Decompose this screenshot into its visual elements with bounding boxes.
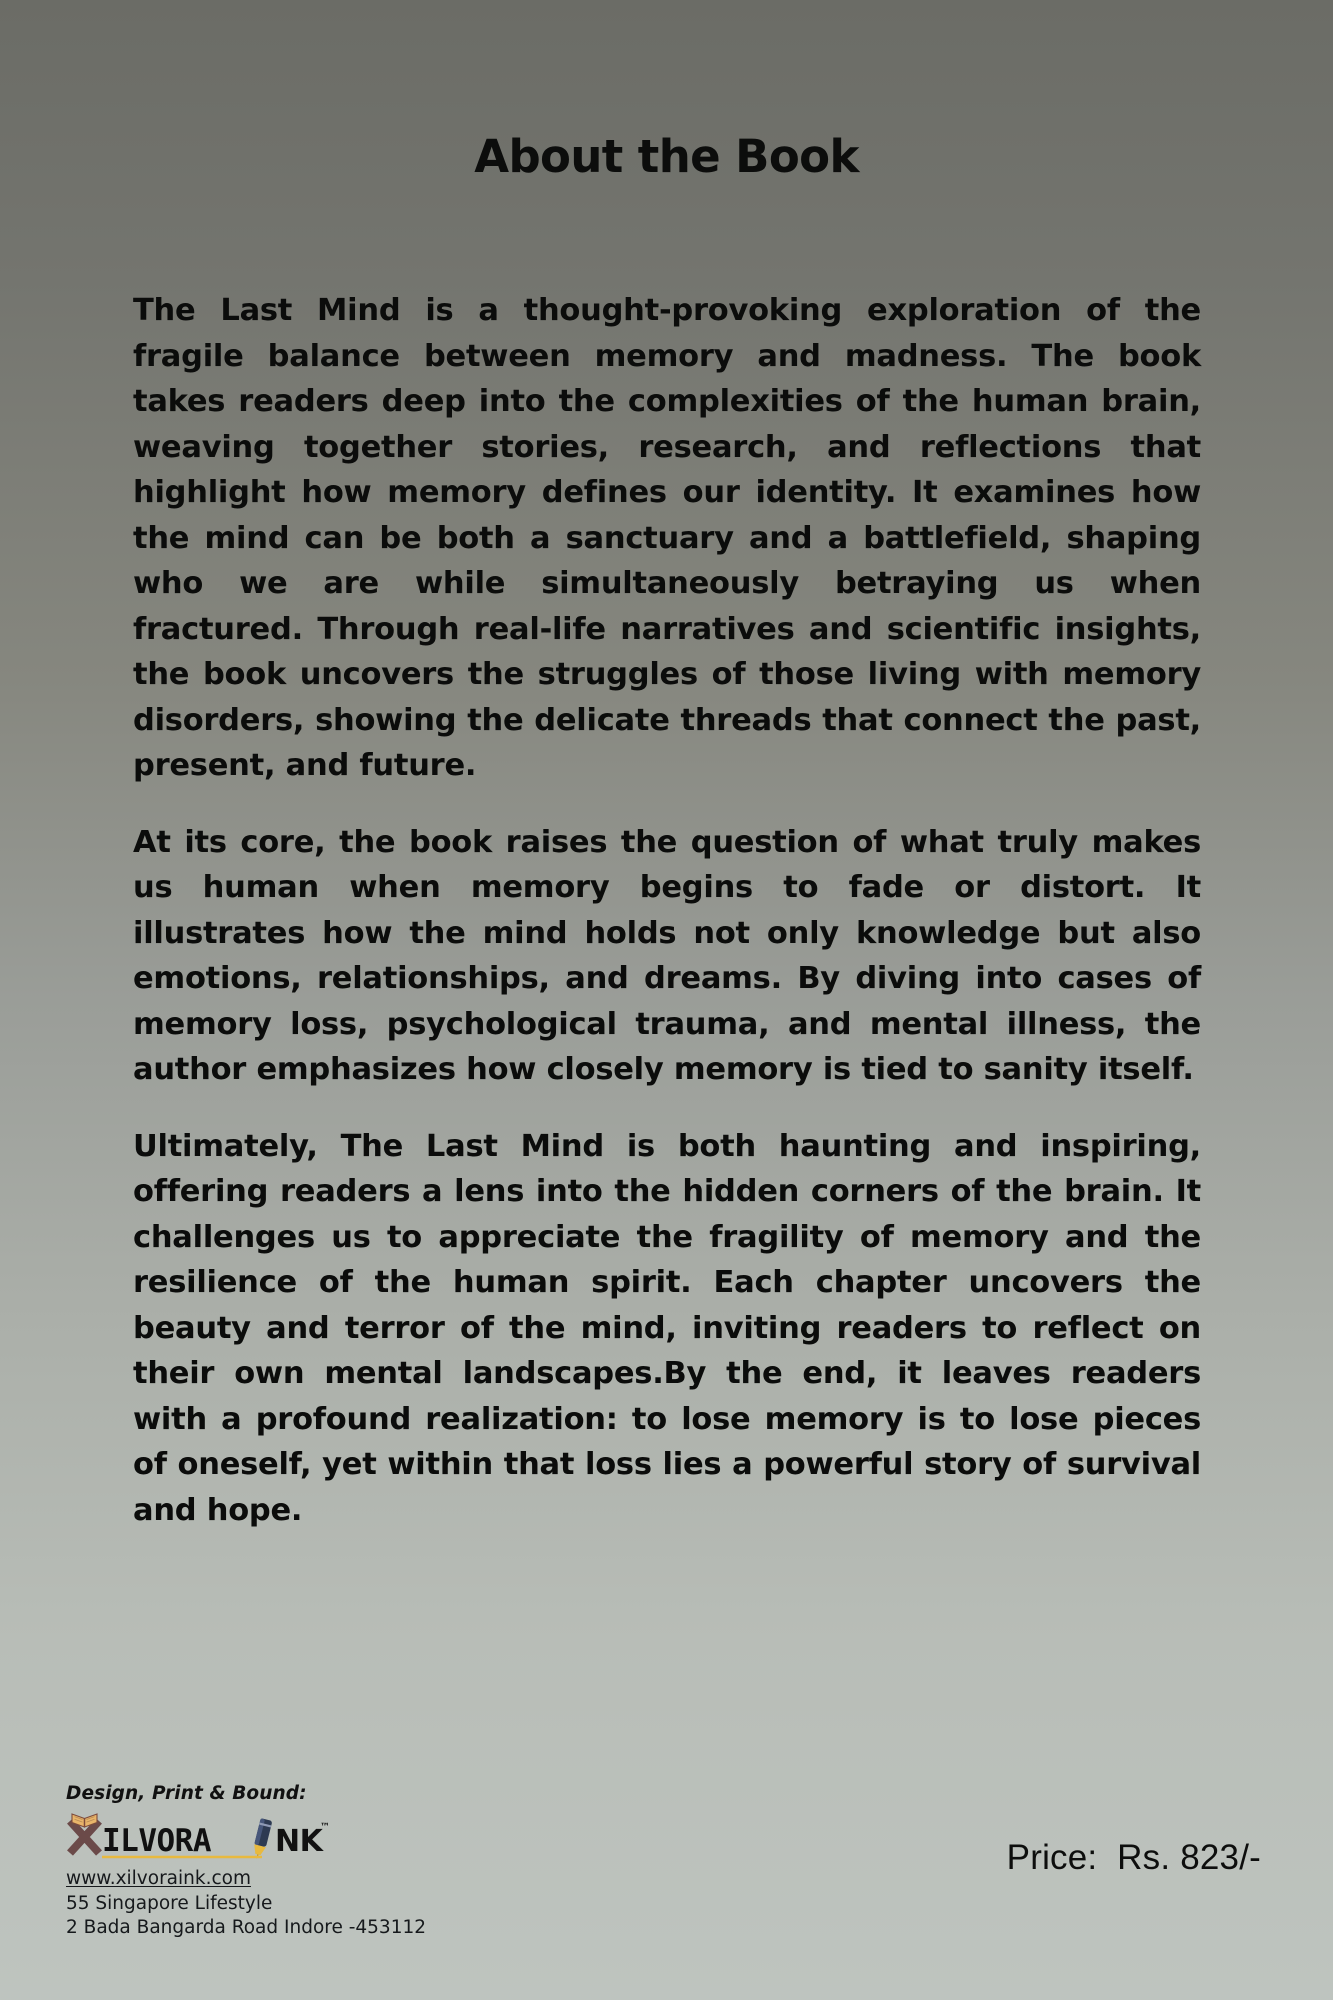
page-title: About the Book [474,130,859,184]
logo-word-ilvora: ILVORA [102,1823,211,1859]
price-label: Price: Rs. 823/- [1006,1838,1261,1877]
xilvora-ink-logo [66,1810,336,1860]
trademark-icon: ™ [320,1822,330,1833]
body-paragraph-3: Ultimately, The Last Mind is both haunting and inspiring, offering readers a lens into the hidden corners of the brain. It challenges us to appreciate the fragility of memory and the resilience of the human spirit. Each chapter uncovers the beauty and terror of the mind, inviting readers to reflect on their own mental landscapes.By the end, it leaves readers with a profound realization: to lose memory is to lose pieces of oneself, yet within that loss lies a powerful story of survival and hope. [133,1128,1201,1528]
publisher-website-link[interactable]: www.xilvoraink.com [66,1868,251,1889]
body-paragraph-1: The Last Mind is a thought-provoking exploration of the fragile balance between memory and madness. The book takes readers deep into the complexities of the human brain, weaving together stories, research, and reflections that highlight how memory defines our identity. It examines how the mind can be both a sanctuary and a battlefield, shaping who we are while simultaneously betraying us when fractured. Through real-life narratives and scientific insights, the book uncovers the struggles of those living with memory disorders, showing the delicate threads that connect the past, present, and future. [133,293,1201,783]
address-line-2: 2 Bada Bangarda Road Indore -453112 [66,1917,427,1938]
xilvora-ink-logo-artwork [66,1810,336,1860]
about-the-book-body [133,288,1201,1533]
body-paragraph-2: At its core, the book raises the question of what truly makes us human when memory begins to fade or distort. It illustrates how the mind holds not only knowledge but also emotions, relationships, and dreams. By diving into cases of memory loss, psychological trauma, and mental illness, the author emphasizes how closely memory is tied to sanity itself. [133,824,1201,1087]
publisher-address [66,1892,496,1940]
imprint-heading: Design, Print & Bound: [66,1783,307,1804]
fountain-pen-icon [251,1818,272,1860]
logo-word-nk: NK [275,1824,323,1859]
address-line-1: 55 Singapore Lifestyle [66,1893,273,1914]
imprint-block [66,1783,496,1940]
